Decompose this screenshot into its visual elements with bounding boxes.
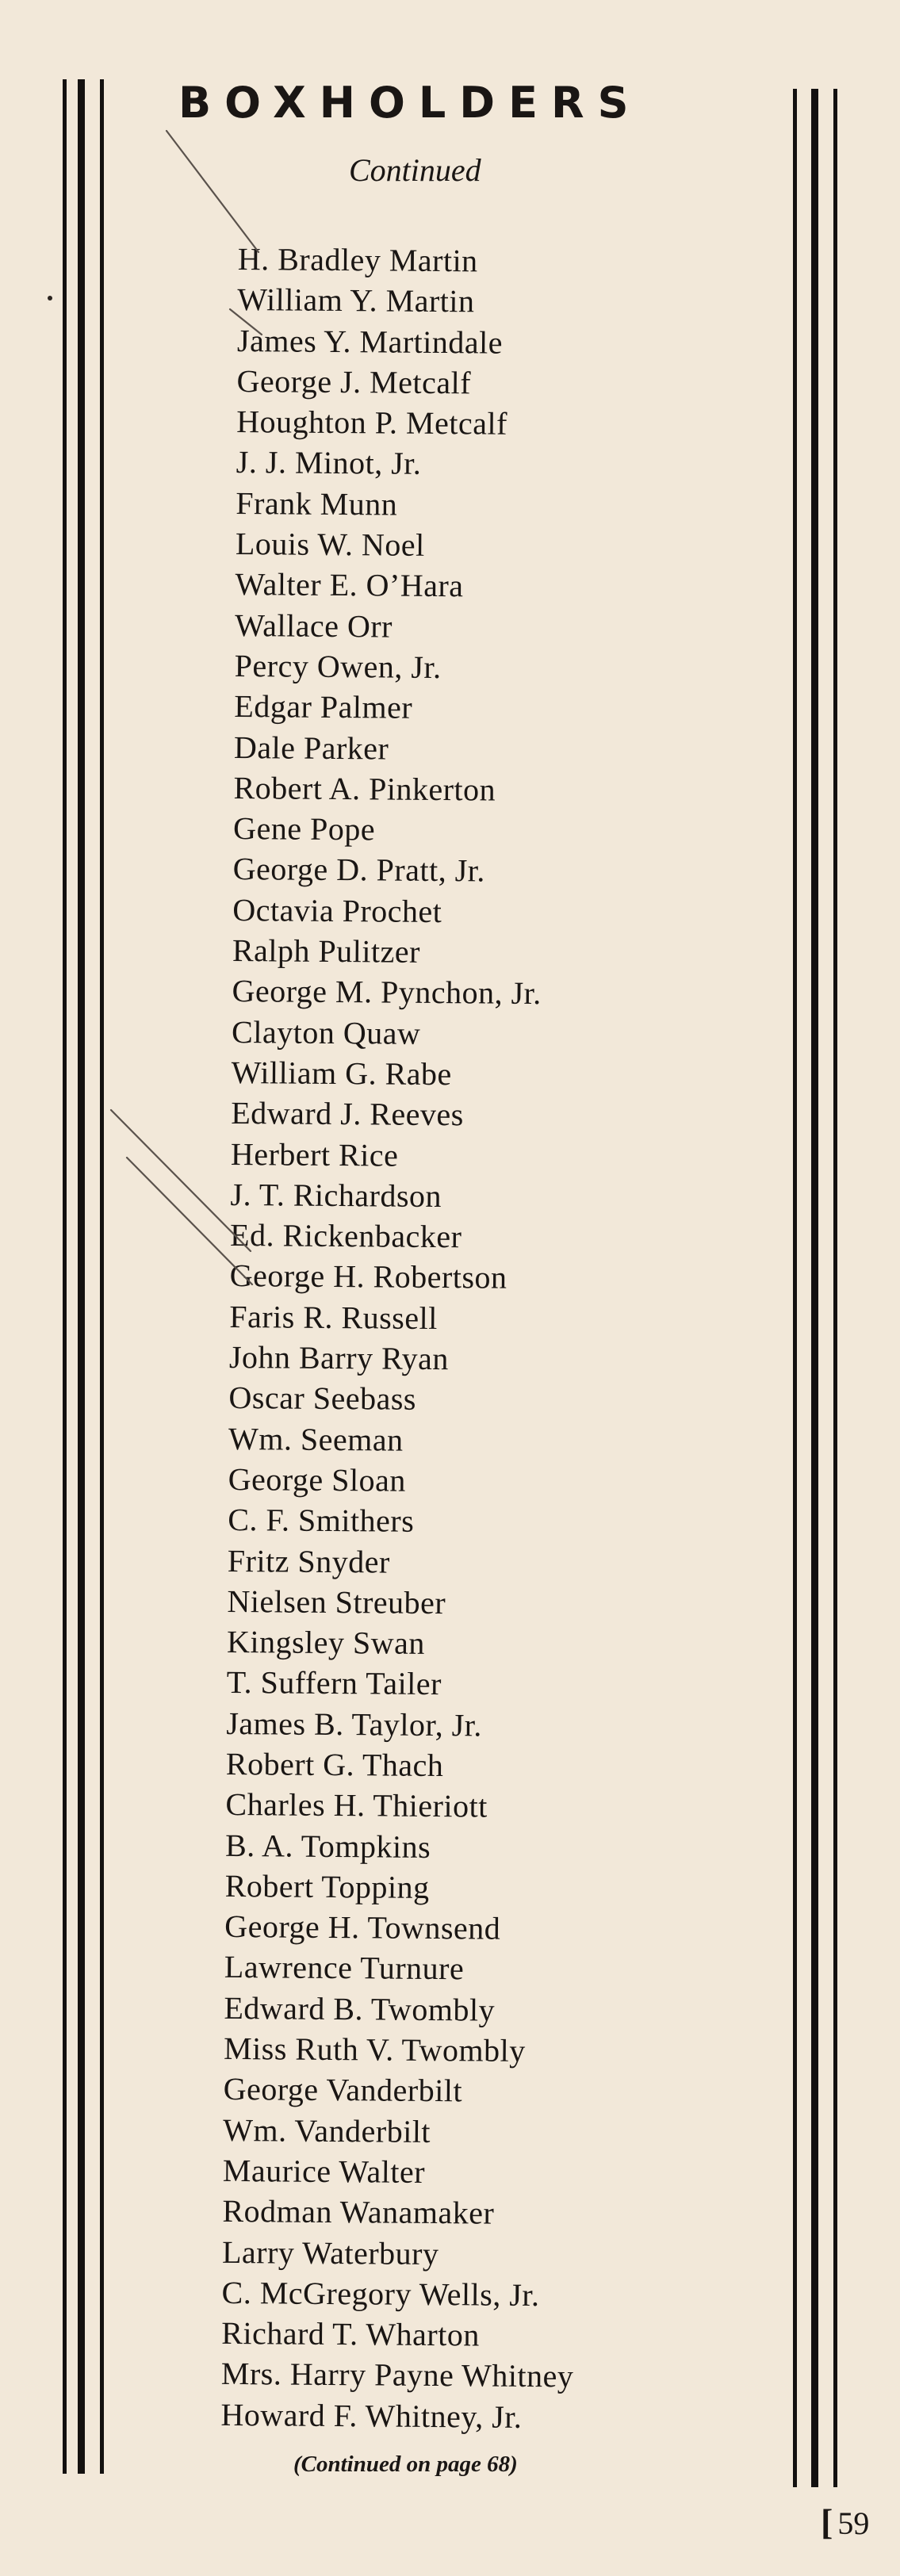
boxholder-name: George Vanderbilt	[223, 2071, 463, 2109]
boxholder-name: Fritz Snyder	[227, 1542, 390, 1580]
boxholder-name: William Y. Martin	[237, 281, 475, 320]
boxholder-name: B. A. Tompkins	[224, 1827, 431, 1865]
boxholder-name: Robert G. Thach	[225, 1745, 444, 1784]
boxholder-name: H. Bradley Martin	[237, 240, 478, 279]
boxholder-name: J. J. Minot, Jr.	[236, 444, 422, 482]
pencil-check-mark	[127, 1158, 252, 1284]
boxholder-name: Kingsley Swan	[226, 1624, 426, 1662]
boxholder-name: James B. Taylor, Jr.	[226, 1705, 483, 1743]
boxholder-name: Ed. Rickenbacker	[229, 1217, 462, 1255]
boxholder-name: Charles H. Thieriott	[225, 1786, 488, 1824]
boxholder-name: Dale Parker	[233, 729, 389, 767]
boxholder-name: Oscar Seebass	[228, 1380, 417, 1418]
page-subtitle: Continued	[349, 152, 481, 188]
boxholder-name: Mrs. Harry Payne Whitney	[220, 2356, 574, 2394]
boxholder-name: George H. Townsend	[224, 1908, 501, 1946]
boxholder-name: George J. Metcalf	[236, 362, 472, 401]
pencil-check-mark	[167, 131, 259, 252]
boxholder-name: John Barry Ryan	[228, 1338, 450, 1377]
boxholder-name: Clayton Quaw	[231, 1013, 421, 1051]
continued-note: (Continued on page 68)	[293, 2452, 518, 2477]
pencil-check-mark	[111, 1110, 251, 1251]
boxholder-name: Larry Waterbury	[221, 2233, 439, 2272]
page-title: BOXHOLDERS	[178, 78, 642, 128]
boxholder-name: Louis W. Noel	[235, 526, 425, 563]
boxholder-name: Ralph Pulitzer	[232, 932, 421, 970]
boxholder-name: Percy Owen, Jr.	[234, 647, 442, 685]
boxholder-name: Wm. Vanderbilt	[223, 2111, 431, 2149]
boxholder-name: George H. Robertson	[229, 1257, 507, 1296]
boxholder-name: T. Suffern Tailer	[226, 1664, 442, 1702]
boxholder-name: Wallace Orr	[234, 607, 393, 645]
boxholder-name: Miss Ruth V. Twombly	[223, 2030, 526, 2069]
boxholder-name: Frank Munn	[236, 484, 398, 522]
boxholder-name: Edward B. Twombly	[224, 1989, 496, 2028]
boxholder-name: Robert A. Pinkerton	[233, 769, 496, 808]
boxholder-name: J. T. Richardson	[230, 1176, 442, 1214]
boxholder-name: George D. Pratt, Jr.	[232, 851, 486, 889]
boxholder-name: Richard T. Wharton	[221, 2315, 481, 2353]
boxholder-name: Maurice Walter	[222, 2152, 426, 2190]
boxholder-name: C. McGregory Wells, Jr.	[221, 2274, 540, 2313]
boxholder-name: Nielsen Streuber	[227, 1583, 446, 1621]
pencil-check-mark	[230, 309, 262, 335]
page-number-value: 59	[837, 2505, 870, 2541]
boxholder-name: Houghton P. Metcalf	[236, 404, 508, 442]
boxholder-name: Edward J. Reeves	[231, 1095, 464, 1133]
boxholder-name: Faris R. Russell	[229, 1298, 438, 1336]
boxholder-name: Walter E. O’Hara	[235, 566, 464, 604]
page-number-bracket: [	[821, 2501, 833, 2542]
boxholder-name: Lawrence Turnure	[224, 1949, 465, 1987]
boxholder-name: William G. Rabe	[231, 1054, 452, 1093]
boxholder-name: James Y. Martindale	[236, 322, 504, 361]
boxholder-name: C. F. Smithers	[228, 1502, 415, 1539]
boxholder-name: Gene Pope	[232, 810, 376, 848]
boxholder-name: Wm. Seeman	[228, 1420, 404, 1458]
boxholder-name: Herbert Rice	[230, 1135, 399, 1173]
boxholder-name: George M. Pynchon, Jr.	[232, 973, 542, 1012]
boxholder-name: Howard F. Whitney, Jr.	[220, 2396, 523, 2435]
boxholder-name: Robert Topping	[224, 1867, 430, 1905]
boxholder-name: George Sloan	[228, 1460, 406, 1499]
boxholder-name: Edgar Palmer	[234, 688, 413, 726]
boxholder-name: Octavia Prochet	[232, 891, 442, 929]
boxholder-name: Rodman Wanamaker	[222, 2193, 495, 2231]
